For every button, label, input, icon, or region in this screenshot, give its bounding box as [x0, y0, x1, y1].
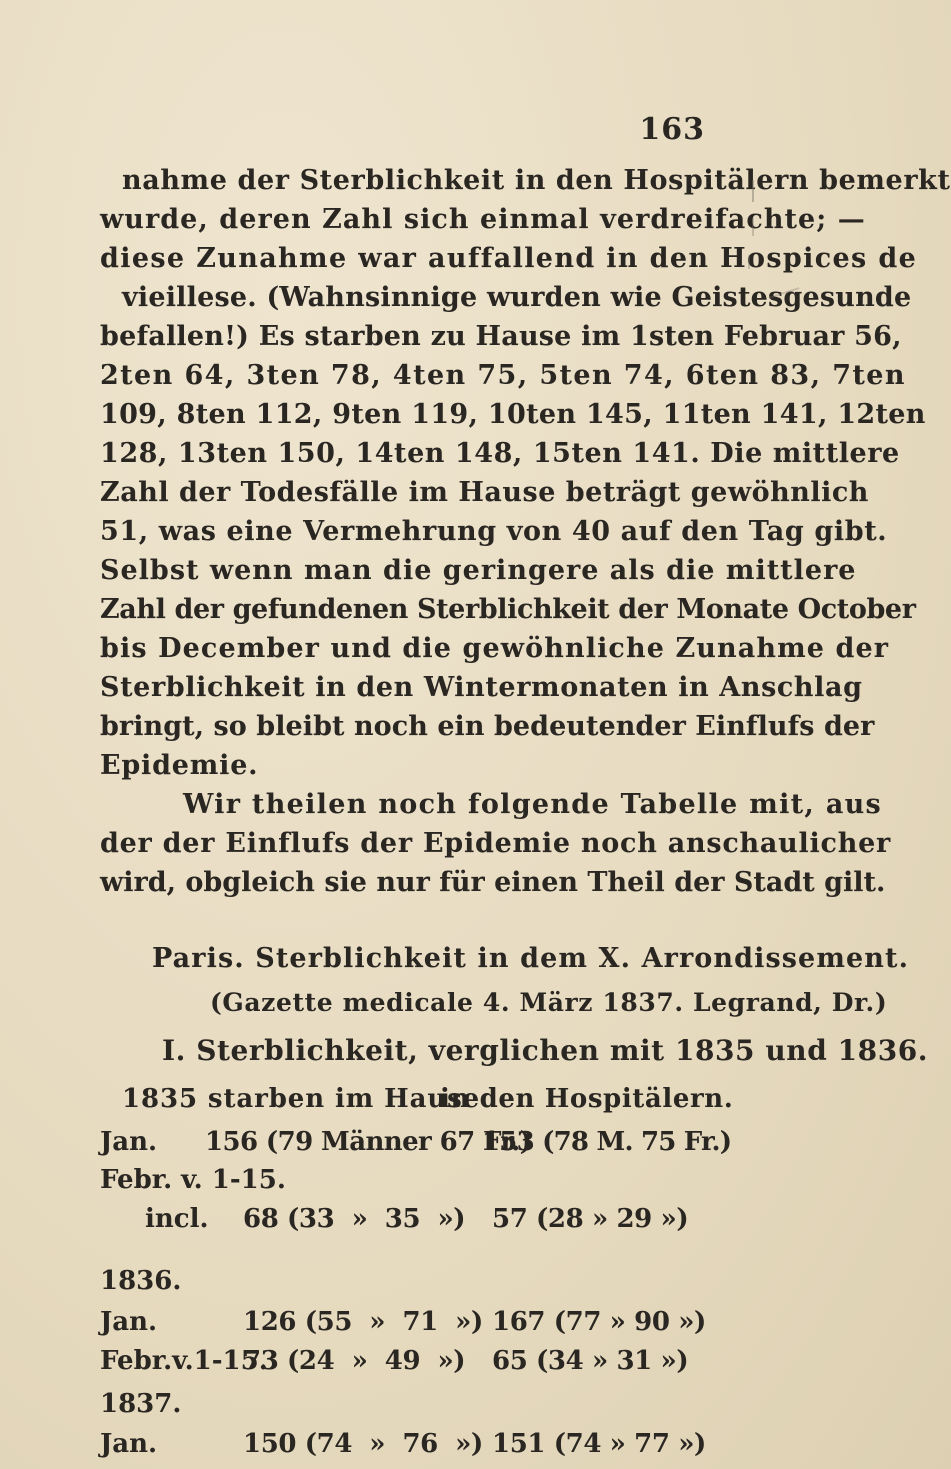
margin-mark — [748, 255, 750, 269]
table-row-label: Febr.v.1-15. — [100, 1346, 268, 1376]
text-line: 109, 8ten 112, 9ten 119, 10ten 145, 11ten 141, 12ten — [100, 399, 926, 430]
margin-mark — [752, 180, 754, 202]
text-line: Selbst wenn man die geringere als die mittlere — [100, 555, 857, 586]
text-line: 128, 13ten 150, 14ten 148, 15ten 141. Die mittlere — [100, 438, 900, 469]
text-line: Wir theilen noch folgende Tabelle mit, aus — [183, 789, 883, 820]
text-line: vieillese. (Wahnsinnige wurden wie Geistesgesunde — [122, 282, 912, 313]
table-cell-home: 156 (79 Männer 67 Fr.) — [205, 1127, 532, 1157]
table-row-label: Febr. v. 1-15. — [100, 1165, 286, 1195]
table-title: I. Sterblichkeit, verglichen mit 1835 und 1836. — [162, 1034, 929, 1067]
margin-mark — [752, 218, 754, 236]
table-cell-hospital: 153 (78 M. 75 Fr.) — [482, 1127, 732, 1157]
table-year-label: 1836. — [100, 1266, 182, 1296]
table-cell-hospital: 167 (77 » 90 ») — [492, 1307, 706, 1337]
table-cell-home: 68 (33 » 35 ») — [243, 1204, 466, 1234]
text-line: der der Einflufs der Epidemie noch anschaulicher — [100, 828, 892, 859]
table-row-label: Jan. — [100, 1127, 158, 1157]
table-cell-home: 126 (55 » 71 ») — [243, 1307, 483, 1337]
table-row-label: Jan. — [100, 1429, 158, 1459]
source-citation: (Gazette medicale 4. März 1837. Legrand, Dr.) — [210, 988, 888, 1017]
text-line: Zahl der gefundenen Sterblichkeit der Monate October — [100, 594, 916, 625]
table-header-left: 1835 starben im Hause — [122, 1084, 481, 1114]
text-line: nahme der Sterblichkeit in den Hospitälern bemerkt — [122, 165, 951, 196]
text-line: Epidemie. — [100, 750, 259, 781]
text-line: bis December und die gewöhnliche Zunahme der — [100, 633, 890, 664]
section-heading: Paris. Sterblichkeit in dem X. Arrondissement. — [152, 943, 910, 974]
text-line: wurde, deren Zahl sich einmal verdreifachte; — — [100, 204, 866, 235]
text-line: bringt, so bleibt noch ein bedeutender Einflufs der — [100, 711, 875, 742]
table-cell-home: 150 (74 » 76 ») — [243, 1429, 483, 1459]
page-number: 163 — [639, 112, 705, 147]
text-line: wird, obgleich sie nur für einen Theil der Stadt gilt. — [100, 867, 886, 898]
table-row-label: Jan. — [100, 1307, 158, 1337]
table-cell-home: 73 (24 » 49 ») — [243, 1346, 466, 1376]
text-line: Zahl der Todesfälle im Hause beträgt gewöhnlich — [100, 477, 869, 508]
text-line: 2ten 64, 3ten 78, 4ten 75, 5ten 74, 6ten 83, 7ten — [100, 360, 906, 391]
table-row-label: incl. — [145, 1204, 209, 1234]
table-year-label: 1837. — [100, 1389, 182, 1419]
table-cell-hospital: 57 (28 » 29 ») — [492, 1204, 689, 1234]
table-cell-hospital: 151 (74 » 77 ») — [492, 1429, 706, 1459]
table-header-right: in den Hospitälern. — [440, 1084, 734, 1114]
text-line: 51, was eine Vermehrung von 40 auf den Tag gibt. — [100, 516, 888, 547]
table-cell-hospital: 65 (34 » 31 ») — [492, 1346, 689, 1376]
text-line: diese Zunahme war auffallend in den Hospices de — [100, 243, 918, 274]
text-line: befallen!) Es starben zu Hause im 1sten Februar 56, — [100, 321, 902, 352]
text-line: Sterblichkeit in den Wintermonaten in Anschlag — [100, 672, 863, 703]
